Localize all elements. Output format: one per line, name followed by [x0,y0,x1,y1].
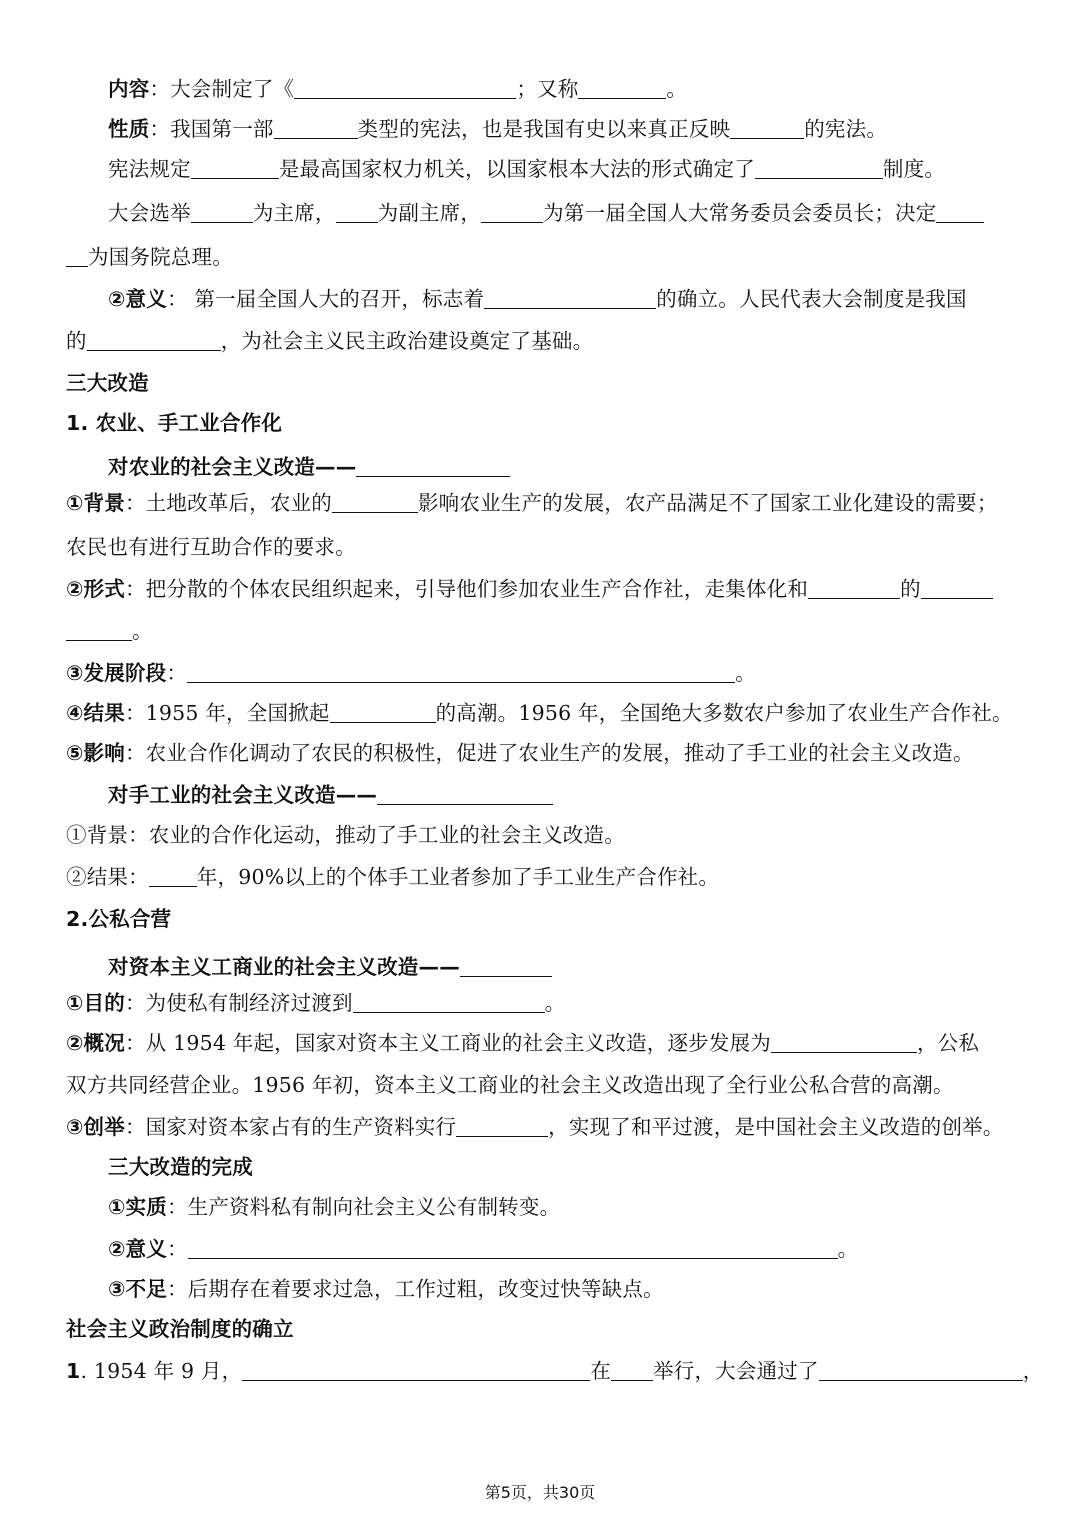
text: 为主席， [252,201,336,225]
label-form: ②形式 [66,577,125,601]
blank-line[interactable] [819,1358,1023,1381]
text: ②结果： [66,865,149,889]
label-content: 内容 [108,77,150,101]
blank-line[interactable] [771,1030,917,1053]
text: ，公私 [916,1031,980,1055]
heading-joint-venture: 2.公私合营 [66,907,172,931]
text: 。 [837,1237,859,1261]
stages-line [66,658,1020,688]
blank-line[interactable] [330,700,436,723]
text: 制度。 [882,157,946,181]
text: ： [166,661,188,685]
label-innovation: ③创举 [66,1115,125,1139]
text: ：我国第一部 [149,117,274,141]
text: ：把分散的个体农民组织起来，引导他们参加农业生产合作社，走集体化和 [124,577,809,601]
form-line [66,574,1020,604]
heading-political-system: 社会主义政治制度的确立 [66,1317,294,1341]
blank-line[interactable] [578,76,666,99]
heading-capitalist [108,952,1020,982]
label-purpose: ①目的 [66,991,125,1015]
blank-line[interactable] [87,328,221,351]
text: ：国家对资本家占有的生产资料实行 [124,1115,457,1139]
text: 影响农业生产的发展，农产品满足不了国家工业化建设的需要； [417,491,998,515]
premier-line [66,242,1020,272]
content-line [108,74,1020,104]
significance-line [108,284,1020,314]
heading-cooperativization: 1. 农业、手工业合作化 [66,411,283,435]
text: ：后期存在着要求过急，工作过粗，改变过快等缺点。 [166,1277,664,1301]
text: 的 [66,329,87,353]
text: 的高潮。1956 年，全国绝大多数农户参加了农业生产合作社。 [435,701,1013,725]
label-background: ①背景 [66,491,125,515]
label-impact: ⑤影响 [66,741,125,765]
essence-line [108,1192,1020,1222]
form-line-2 [66,616,1020,646]
blank-line[interactable] [66,618,132,641]
label-significance: ②意义 [108,1237,167,1261]
label-shortcoming: ③不足 [108,1277,167,1301]
item-number: 1 [66,1359,81,1383]
heading-text: 对手工业的社会主义改造—— [108,783,378,807]
blank-line[interactable] [484,286,656,309]
text: 大会选举 [108,201,191,225]
heading-agriculture [108,452,1020,482]
blank-line[interactable] [294,76,516,99]
text: ：从 1954 年起，国家对资本主义工商业的社会主义改造，逐步发展为 [124,1031,771,1055]
blank-line[interactable] [274,116,358,139]
blank-line[interactable] [356,454,510,477]
heading-text: 对资本主义工商业的社会主义改造—— [108,955,460,979]
label-nature: 性质 [108,117,150,141]
background-line-2: 农民也有进行互助合作的要求。 [66,535,356,559]
completion-significance-line [108,1234,1020,1264]
label-significance: ②意义 [108,287,167,311]
blank-line[interactable] [808,576,900,599]
result-line [66,698,1020,728]
text: 的 [900,577,921,601]
heading-three-transformations: 三大改造 [66,371,149,395]
text: 。 [666,77,688,101]
blank-line[interactable] [191,200,253,223]
blank-line[interactable] [66,244,88,267]
text: ，为社会主义民主政治建设奠定了基础。 [220,329,594,353]
text: ：生产资料私有制向社会主义公有制转变。 [166,1195,561,1219]
heading-handicraft [108,780,1020,810]
blank-line[interactable] [481,200,543,223]
purpose-line [66,988,1020,1018]
text: 的宪法。 [804,117,888,141]
label-result: ④结果 [66,701,125,725]
handicraft-result [66,862,1020,892]
text: ：大会制定了《 [149,77,295,101]
blank-line[interactable] [611,1358,653,1381]
text: ， [1022,1359,1044,1383]
blank-line[interactable] [332,490,418,513]
blank-line[interactable] [460,954,552,977]
blank-line[interactable] [242,1358,590,1381]
text: ： [166,1237,188,1261]
heading-text: 对农业的社会主义改造—— [108,455,357,479]
blank-line[interactable] [353,990,545,1013]
text: ：农业合作化调动了农民的积极性，促进了农业生产的发展，推动了手工业的社会主义改造。 [124,741,974,765]
npc-line [66,1356,1044,1386]
text: 类型的宪法，也是我国有史以来真正反映 [357,117,731,141]
text: 为副主席， [377,201,482,225]
text: 年，90%以上的个体手工业者参加了手工业生产合作社。 [196,865,720,889]
page-footer: 第5页，共30页 [484,1483,596,1502]
blank-line[interactable] [730,116,804,139]
blank-line[interactable] [187,660,735,683]
blank-line[interactable] [377,782,553,805]
blank-line[interactable] [456,1114,548,1137]
text: 。 [735,661,756,685]
overview-line [66,1028,1020,1058]
constitution-line [108,154,1020,184]
handicraft-background: ①背景：农业的合作化运动，推动了手工业的社会主义改造。 [66,823,625,847]
text: 为第一届全国人大常务委员会委员长；决定 [543,201,937,225]
text: 。 [132,619,153,643]
election-line [108,198,1020,228]
text: ：为使私有制经济过渡到 [124,991,353,1015]
label-stages: ③发展阶段 [66,661,167,685]
background-line [66,488,1020,518]
impact-line [66,738,1020,768]
text: 宪法规定 [108,157,191,181]
text: ： 第一届全国人大的召开，标志着 [166,287,485,311]
innovation-line [66,1112,1020,1142]
blank-line[interactable] [191,156,279,179]
text: 。 [544,991,566,1015]
blank-line[interactable] [936,200,984,223]
shortcoming-line [108,1274,1020,1304]
text: ：1955 年，全国掀起 [124,701,330,725]
blank-line[interactable] [336,200,378,223]
text: 在 [590,1359,612,1383]
blank-line[interactable] [921,576,993,599]
text: 是最高国家权力机关，以国家根本大法的形式确定了 [278,157,755,181]
text: ；又称 [516,77,579,101]
overview-line-2: 双方共同经营企业。1956 年初，资本主义工商业的社会主义改造出现了全行业公私合营的高潮。 [66,1073,954,1097]
blank-line[interactable] [755,156,883,179]
significance-line-2 [66,326,1020,356]
text: 举行，大会通过了 [653,1359,819,1383]
heading-completion: 三大改造的完成 [108,1155,253,1179]
text: ，实现了和平过渡，是中国社会主义改造的创举。 [548,1115,1004,1139]
nature-line [108,114,1020,144]
text: . 1954 年 9 月， [80,1359,243,1383]
text: ：土地改革后，农业的 [124,491,332,515]
text: 的确立。人民代表大会制度是我国 [656,287,967,311]
blank-line[interactable] [188,1236,838,1259]
blank-line[interactable] [149,864,197,887]
text: 为国务院总理。 [88,245,233,269]
label-essence: ①实质 [108,1195,167,1219]
label-overview: ②概况 [66,1031,125,1055]
